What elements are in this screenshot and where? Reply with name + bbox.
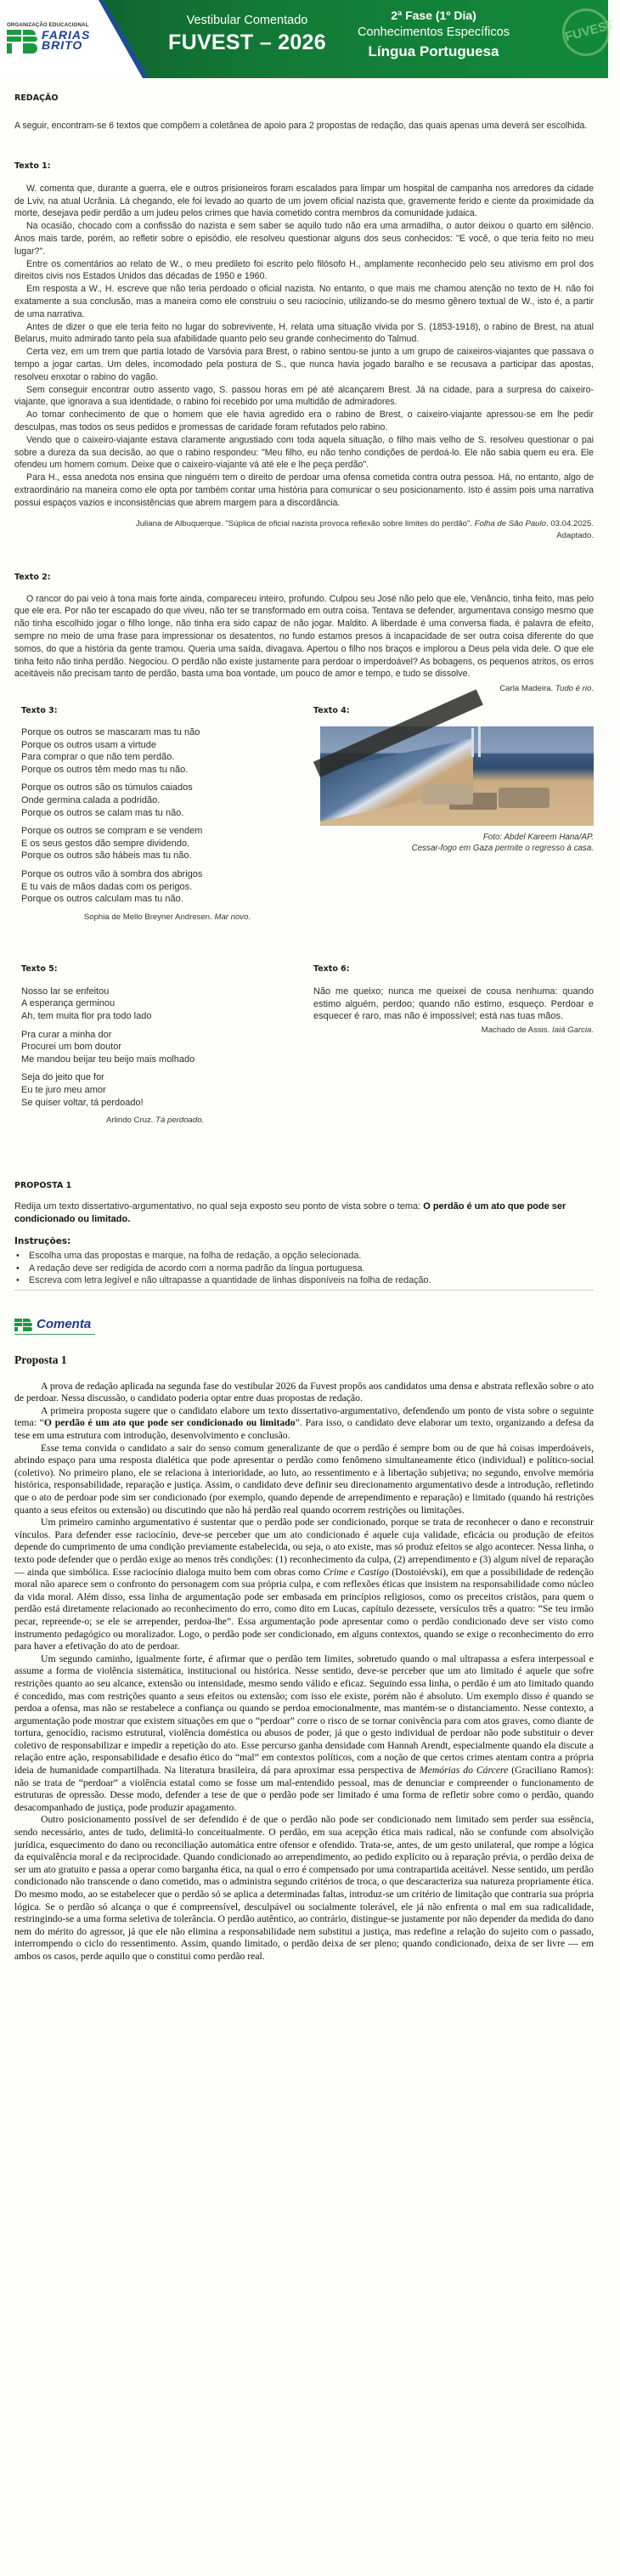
text-run: Um segundo caminho, igualmente forte, é afirmar que o perdão tem limites, sobretudo quando o mal ultrapassa a esfera interpessoal e assume a forma de violência sistemática, institucional ou histórica. Nesse sentido, deve-se perceber que um ato limitado é aquele que sofre restrições quanto ao seu alcance, extensão ou intensidade, mesmo sendo válido e eficaz. Seguindo essa linha, o perdão é um ato limitado quando é concedido, mas com restrições quanto a seus efeitos ou extensão; com isso ele existe, porém não é absoluto. Um exemplo disso é quando se perdoa a ofensa, mas não se restabelece a confiança ou quando se perdoa emocionalmente, mas mantém-se o distanciamento. Nesse contexto, a argumentação pode mostrar que existem situações em que o “perdoar” corre o risco de se tornar conivência para com atos graves, como diante de tortura, genocídio, racismo estrutural, violência doméstica ou abusos de poder, já que o gesto individual de perdoar não pode substituir o dever coletivo de responsabilizar e impedir a repetição do ato. Esse percurso ganha densidade com Hannah Arendt, especialmente quando ela discute a relação entre ação, responsabilidade e desafio ético do “mal” em contextos políticos, com a noção de que certos crimes atentam contra a própria ideia de humanidade compartilhada. Na literatura brasileira, dá para aproximar essa perspectiva de	[14, 1652, 594, 1777]
poem-line: Onde germina calada a podridão.	[21, 795, 161, 806]
proposta1-statement	[14, 1200, 594, 1226]
page-header	[0, 0, 617, 78]
photo-caption: Cessar-fogo em Gaza permite o regresso à casa.	[411, 844, 594, 854]
texto1-paragraph: Antes de dizer o que ele teria feito no lugar do sobrevivente, H. relata uma situação vivida por S. (1853-1918), o rabino de Brest, na atual Belarus, muito admirado tanto pela sua afabilidade quanto pelo seu grande conhecimento do Talmud.	[14, 321, 594, 345]
source-tail: .	[201, 1116, 205, 1126]
instruction-item	[14, 1263, 594, 1275]
texto4-label: Texto 4:	[313, 706, 350, 716]
comenta-title: Proposta 1	[14, 1353, 67, 1366]
instruction-text: Escolha uma das propostas e marque, na folha de redação, a opção selecionada.	[29, 1251, 362, 1262]
instructions-title: Instruções:	[14, 1236, 71, 1247]
comenta-label: Comenta	[37, 1316, 92, 1331]
exam-subtitle: Vestibular Comentado	[186, 14, 308, 27]
fb-logo-icon	[7, 30, 39, 54]
exam-subject: Língua Portuguesa	[368, 43, 499, 59]
texto5-label: Texto 5:	[21, 963, 58, 974]
exam-title: FUVEST – 2026	[168, 31, 326, 54]
fuvest-emblem-icon: FUVEST	[557, 3, 616, 62]
poem-stanza	[21, 1029, 295, 1066]
bullet-icon: •	[16, 1251, 20, 1262]
texto5	[14, 964, 295, 1127]
texts-3-4-row	[14, 706, 594, 924]
redacao-intro: A seguir, encontram-se 6 textos que compõem a coletânea de apoio para 2 propostas de redação, das quais apenas uma deverá ser escolhida.	[14, 121, 588, 131]
texts-5-6-row	[14, 964, 594, 1127]
gaza-coast-photo	[320, 726, 594, 826]
poem-line: Porque os outros têm medo mas tu não.	[21, 764, 189, 775]
bullet-icon: •	[16, 1275, 20, 1286]
logo-name-farias: FARIAS	[42, 28, 91, 42]
texto1-paragraph: Entre os comentários ao relato de W., o meu predileto foi escrito pelo filósofo H., amplamente reconhecido pelo seu ativismo em prol dos direitos civis nos Estados Unidos das décadas de 1950 e 1960.	[14, 258, 594, 282]
texto4	[313, 706, 594, 924]
poem-line: Porque os outros se calam mas tu não.	[21, 807, 184, 818]
texto1-paragraph: Em resposta a W., H. escreve que não teria perdoado o oficial nazista. No entanto, o que mais me chamou atenção no texto de H. não foi exatamente a sua conclusão, mas a maneira como ele construiu o seu raciocínio, utilizando-se do mesmo gênero textual de W., isto é, a partir de uma narrativa.	[14, 284, 594, 319]
proposta1-title: PROPOSTA 1	[14, 1181, 72, 1191]
source-date: . 03.04.2025.	[545, 518, 594, 528]
poem-line: A esperança germinou	[21, 998, 116, 1009]
source-work: Tudo é rio	[555, 684, 592, 694]
comenta-logo	[14, 1316, 95, 1335]
source-tail: .	[248, 912, 251, 922]
instruction-item	[14, 1274, 594, 1287]
farias-brito-logo	[7, 22, 107, 54]
texto1-paragraph: Ao tomar conhecimento de que o homem que ele havia agredido era o rabino de Brest, o caixeiro-viajante apressou-se em lhe pedir desculpas, mas todos os seus pedidos e promessas de caridade foram refutados pelo rabino.	[14, 410, 594, 432]
texto5-source	[14, 1115, 295, 1127]
texto3-poem	[14, 726, 295, 906]
exam-title-block	[158, 12, 336, 56]
texto1-paragraph: Certa vez, em um trem que partia lotado de Varsóvia para Brest, o rabino sentou-se junto a um grupo de caixeiros-viajantes que passava o tempo a jogar cartas. Um deles, incomodado pela postura de S., que nunca havia jogado baralho e se recusava a participar das apostas, resolveu enxotar o rabino do vagão.	[14, 347, 594, 382]
poem-line: Se quiser voltar, tá perdoado!	[21, 1097, 144, 1108]
comenta-body	[14, 1381, 594, 1963]
poem-stanza	[21, 782, 295, 819]
source-text: Juliana de Albuquerque. "Súplica de oficial nazista provoca reflexão sobre limites do perdão".	[135, 518, 475, 528]
logo-org-label: ORGANIZAÇÃO EDUCACIONAL	[7, 22, 89, 28]
comenta-header	[0, 1316, 608, 1335]
texto1-label: Texto 1:	[14, 161, 51, 171]
exam-info-block	[338, 7, 529, 63]
poem-stanza	[21, 868, 295, 906]
text-run: Um primeiro caminho argumentativo é sustentar que o perdão pode ser condicionado, porque se trata de reconhecer o dano e reconstruir vínculos. Para defender esse raciocínio, deve-se perceber que um ato condicionado é aquele cuja validade, eficácia ou produção de efeitos depende do cumprimento de uma condição previamente estabelecida, ou seja, o ato existe, mas só produz efeitos se algo acontecer. Nessa linha, o texto pode defender que o perdão exige ao menos três condições: (1) reconhecimento da culpa, (2) arrependimento e (3) algum nível de reparação — ainda que simbólica. Esse raciocínio dialoga muito bem com obras como	[14, 1517, 594, 1578]
comenta-paragraph	[14, 1405, 594, 1443]
source-work: Tá perdoado	[155, 1116, 202, 1126]
source-tail: .	[591, 1025, 594, 1036]
source-note: Adaptado.	[556, 530, 594, 540]
texto6-source	[313, 1025, 594, 1037]
comenta-paragraph: A prova de redação aplicada na segunda fase do vestibular 2026 da Fuvest propôs aos candidatos uma densa e abstrata reflexão sobre o ato de perdoar. Nessa discussão, o candidato poderia optar entre duas propostas de redação.	[14, 1380, 594, 1404]
text-run: ”. Para isso, o candidato deve elaborar um texto, organizando a defesa da tese em uma estrutura com introdução, desenvolvimento e conclusão.	[14, 1417, 595, 1442]
comenta-paragraph	[14, 1517, 594, 1653]
proposta1-text: Redija um texto dissertativo-argumentativo, no qual seja exposto seu ponto de vista sobre o tema:	[14, 1201, 424, 1212]
comenta-paragraph	[14, 1653, 594, 1815]
comenta-content	[0, 1353, 608, 1963]
poem-stanza	[21, 986, 295, 1023]
poem-stanza	[21, 825, 295, 862]
poem-line: Porque os outros usam a virtude	[21, 739, 156, 750]
texto1-paragraph: Na ocasião, chocado com a confissão do nazista e sem saber se aquilo tudo não era uma armadilha, o autor deixou o quarto em silêncio. Anos mais tarde, porém, ao refletir sobre o episódio, ele resolveu questionar alguns dos seus conhecidos: "E você, o que teria feito no meu lugar?".	[14, 221, 594, 257]
texto1-paragraph: Vendo que o caixeiro-viajante estava claramente angustiado com toda aquela situação, o filho mais velho de S. resolveu questionar o pai sobre a dureza da sua decisão, ao que o rabino respondeu: "Meu filho, eu não tenho condições de perdoá-lo. Ele não sabia quem eu era. Ele ofendeu um homem comum. Deixe que o caixeiro-viajante vá até ele e lhe peça perdão".	[14, 434, 594, 471]
exam-phase: 2ª Fase (1º Dia)	[391, 8, 476, 22]
poem-line: Me mandou beijar teu beijo mais molhado	[21, 1054, 195, 1065]
texto2-label: Texto 2:	[14, 572, 51, 582]
texto2-source	[14, 683, 594, 695]
comenta-paragraph: Esse tema convida o candidato a sair do senso comum generalizante de que o perdão é sempre bom ou de que há coisas imperdoáveis, abrindo espaço para uma resposta dialética que pode apresentar o perdão como fenômeno simultaneamente ético (individual) e político-social (coletivo). No primeiro plano, ele se relaciona à interioridade, ao luto, ao ressentimento e à libertação subjetiva; no segundo, envolve memória histórica, responsabilidade, reparação e justiça. Assim, o candidato deve definir seu direcionamento argumentativo desde a introdução, refletindo que o ato de perdoar pode sim ser condicionado (por exemplo, quando depende de arrependimento e reparação) e limitado (quando há restrições quanto a seus efeitos ou extensão) ou discutindo que não há perdão real quando ocorrem restrições ou limitações.	[14, 1442, 594, 1516]
text-run: A primeira proposta sugere que o candidato elabore um texto dissertativo-argumentativo, defendendo um ponto de vista sobre o seguinte tema: “	[14, 1404, 594, 1429]
poem-line: E tu vais de mãos dadas com os perigos.	[21, 881, 193, 892]
source-work: Iaiá Garcia	[551, 1025, 592, 1036]
poem-line: Eu te juro meu amor	[21, 1084, 106, 1095]
poem-line: Porque os outros calculam mas tu não.	[21, 894, 183, 905]
source-author: Carla Madeira.	[499, 684, 555, 694]
poem-line: Porque os outros vão à sombra dos abrigos	[21, 869, 203, 880]
texto6-paragraph: Não me queixo; nunca me queixei de cousa nenhuma: quando estimo alguém, perdoo; quando não estimo, esqueço. Perdoar e esquecer é raro, mas não é impossível; está nas tuas mãos.	[313, 986, 594, 1022]
texto3-source	[14, 912, 295, 924]
poem-line: Procurei um bom doutor	[21, 1042, 121, 1053]
photo-credit: Foto: Abdel Kareem Hana/AP.	[482, 833, 594, 843]
source-work: Mar novo	[214, 912, 249, 922]
exam-area: Conhecimentos Específicos	[358, 25, 510, 39]
texto1-source	[14, 518, 594, 542]
instruction-text: A redação deve ser redigida de acordo com a norma padrão da língua portuguesa.	[29, 1263, 365, 1274]
texto1-body	[14, 183, 594, 510]
source-publication: Folha de São Paulo	[474, 518, 546, 528]
poem-line: Nosso lar se enfeitou	[21, 986, 110, 997]
source-author: Sophia de Mello Breyner Andresen.	[83, 912, 215, 922]
texto5-poem	[14, 986, 295, 1109]
work-title: Memórias do Cárcere	[419, 1765, 509, 1777]
poem-line: E os seus gestos dão sempre dividendo.	[21, 838, 190, 849]
instructions-list	[14, 1250, 594, 1291]
poem-line: Pra curar a minha dor	[21, 1029, 112, 1040]
source-tail: .	[591, 684, 594, 694]
work-title: Crime e Castigo	[323, 1566, 389, 1578]
poem-line: Porque os outros se compram e se vendem	[21, 826, 203, 837]
texto1-paragraph: Sem conseguir encontrar outro assento vago, S. passou horas em pé até alcançarem Brest. Já na cidade, para a surpresa do caixeiro-viajante, que ignorava a sua identidade, o rabino foi recebido por uma multidão de admiradores.	[14, 384, 594, 408]
texto1-paragraph: Para H., essa anedota nos ensina que ninguém tem o direito de perdoar uma ofensa cometida contra outra pessoa. Há, no entanto, algo de extraordinário na maneira como ele opta por também contar uma história para comunicar o seu posicionamento. Isto é assim pois uma narrativa possui espaços vazios e inconsistências que abrem margem para a discordância.	[14, 472, 594, 508]
poem-stanza	[21, 1071, 295, 1109]
text-run: (Graciliano Ramos): não se trata de “perdoar” a violência estatal como se fosse um mal-entendido pessoal, mas de denunciar e compreender o funcionamento de estruturas de opressão. Desse modo, defender a tese de que o perdão pode ser limitado é uma forma de refletir sobre como o perdão, quando desacompanhado de justiça, pode produzir apagamento.	[14, 1765, 595, 1813]
poem-line: Porque os outros são os túmulos caiados	[21, 782, 193, 794]
poem-line: Ah, tem muita flor pra todo lado	[21, 1011, 152, 1021]
texto6	[313, 964, 594, 1127]
texto2-paragraph: O rancor do pai veio à tona mais forte ainda, compareceu inteiro, profundo. Culpou seu José não pelo que ele, Venâncio, tinha feito, mas pelo que ele era. Por não ter escapado do que viveu, não ter se transformado em outra coisa. Tentava se defender, argumentava consigo mesmo que não tinha escolhido jogar o filho longe, não tinha era sido capaz de não jogar. Maldito. A liberdade é uma conversa fiada, é palavra de efeito, sempre no meio de uma frase para impressionar os desatentos, no fundo estamos presos à incapacidade de ser outra coisa diferente do que somos, do que a história da gente tramou. Queria uma saída, divagava. Apertou o filho nos braços e implorou a Deus pela vida dele. O que ele tinha feito não tinha perdão. Negociou. O perdão não existe justamente para perdoar o imperdoável? As bobagens, os pequenos atritos, os erros aceitáveis não precisam tanto de perdão, basta uma boa vontade, um pouco de amor e tempo, e tudo se dissolve.	[14, 593, 594, 680]
source-author: Arlindo Cruz.	[106, 1116, 156, 1126]
poem-stanza	[21, 726, 295, 776]
source-author: Machado de Assis.	[481, 1025, 552, 1036]
poem-line: Para comprar o que não tem perdão.	[21, 752, 175, 763]
texto4-caption	[313, 832, 594, 854]
bullet-icon: •	[16, 1263, 20, 1274]
comenta-paragraph: Outro posicionamento possível de ser defendido é de que o perdão não pode ser condicionado nem limitado sem perder sua essência, sendo necessário, antes de tudo, delimitá-lo conceitualmente. O perdão, em sua acepção ética mais radical, não se confunde com absolvição jurídica, esquecimento do dano ou reconciliação automática entre ofensor e ofendido. Trata-se, antes, de um gesto unilateral, que rompe a lógica da equivalência moral e da reciprocidade. Quando condicionado ao arrependimento, ao pedido explícito ou à reparação prévia, o perdão deixa de ser um ato gratuito e passa a operar como barganha ética, na qual o erro é compensado por uma contrapartida aceitável. Nesse sentido, um perdão condicionado não transcende o dano cometido, mas o administra segundo critérios de troca, o que descaracteriza sua natureza propriamente ética. Do mesmo modo, ao se estabelecer que o perdão só se aplica a determinadas faltas, introduz-se um critério de limitação que contraria sua própria lógica. Se o perdão só alcança o que é compreensível, desculpável ou socialmente tolerável, ele já não enfrenta o mal em sua radicalidade, restringindo-se a uma forma seletiva de tolerância. O perdão autêntico, ao contrário, distingue-se justamente por não depender da medida do dano nem do mérito do agressor, já que ele não elimina a responsabilidade nem substitui a justiça, mas redefine a relação do sujeito com o passado, interrompendo o ciclo do ressentimento. Assim, quando limitado, o perdão deixa de ser pleno; quando condicionado, deixa de ser livre — em ambos os casos, perde aquilo que o constitui como perdão real.	[14, 1814, 594, 1962]
proposta1-theme: O perdão é um ato que pode ser condicionado ou limitado.	[14, 1201, 566, 1225]
fb-comenta-icon	[14, 1319, 33, 1331]
texto3	[14, 706, 295, 924]
logo-name-brito: BRITO	[42, 38, 83, 52]
poem-line: Porque os outros são hábeis mas tu não.	[21, 850, 192, 861]
main-content	[0, 93, 608, 1291]
theme-quote: O perdão é um ato que pode ser condicionado ou limitado	[43, 1417, 296, 1429]
poem-line: Seja do jeito que for	[21, 1072, 104, 1083]
redacao-title: REDAÇÃO	[14, 93, 59, 103]
texto6-label: Texto 6:	[313, 963, 350, 974]
instruction-text: Escreva com letra legível e não ultrapasse a quantidade de linhas disponíveis na folha de redação.	[29, 1275, 431, 1286]
instruction-item	[14, 1250, 594, 1263]
text-run: (Dostoiévski), em que a possibilidade de redenção moral não aparece sem o confronto do personagem com sua própria culpa, e com reflexões éticas que insistem na responsabilidade como núcleo da vida moral. Além disso, essa linha de argumentação pode ser embasada em princípios religiosos, como os preceitos cristãos, para quem o perdão está diretamente relacionado ao reconhecimento do erro, como dito em Lucas, capítulo dezessete, versículos três a quatro: “Se teu irmão pecar, repreende-o; se ele se arrepender, perdoa-lhe”. Essa argumentação pode apresentar como o perdão condicionado deve ser visto como instrumento pedagógico ou moralizador. Logo, o perdão pode ser condicionado, em alguns contextos, quando se exige o reconhecimento do erro para haver a efetivação do ato de perdoar.	[14, 1566, 594, 1652]
texto3-label: Texto 3:	[21, 706, 58, 716]
texto1-paragraph: W. comenta que, durante a guerra, ele e outros prisioneiros foram escalados para limpar um hospital de campanha nos arredores da cidade de Lviv, na atual Ucrânia. Lá chegando, ele foi levado ao quarto de um jovem oficial nazista que, gravemente ferido e ciente da proximidade da morte, desejava pedir perdão a um judeu pelos crimes que havia cometido contra membros da comunidade judaica.	[14, 183, 594, 219]
poem-line: Porque os outros se mascaram mas tu não	[21, 727, 200, 738]
